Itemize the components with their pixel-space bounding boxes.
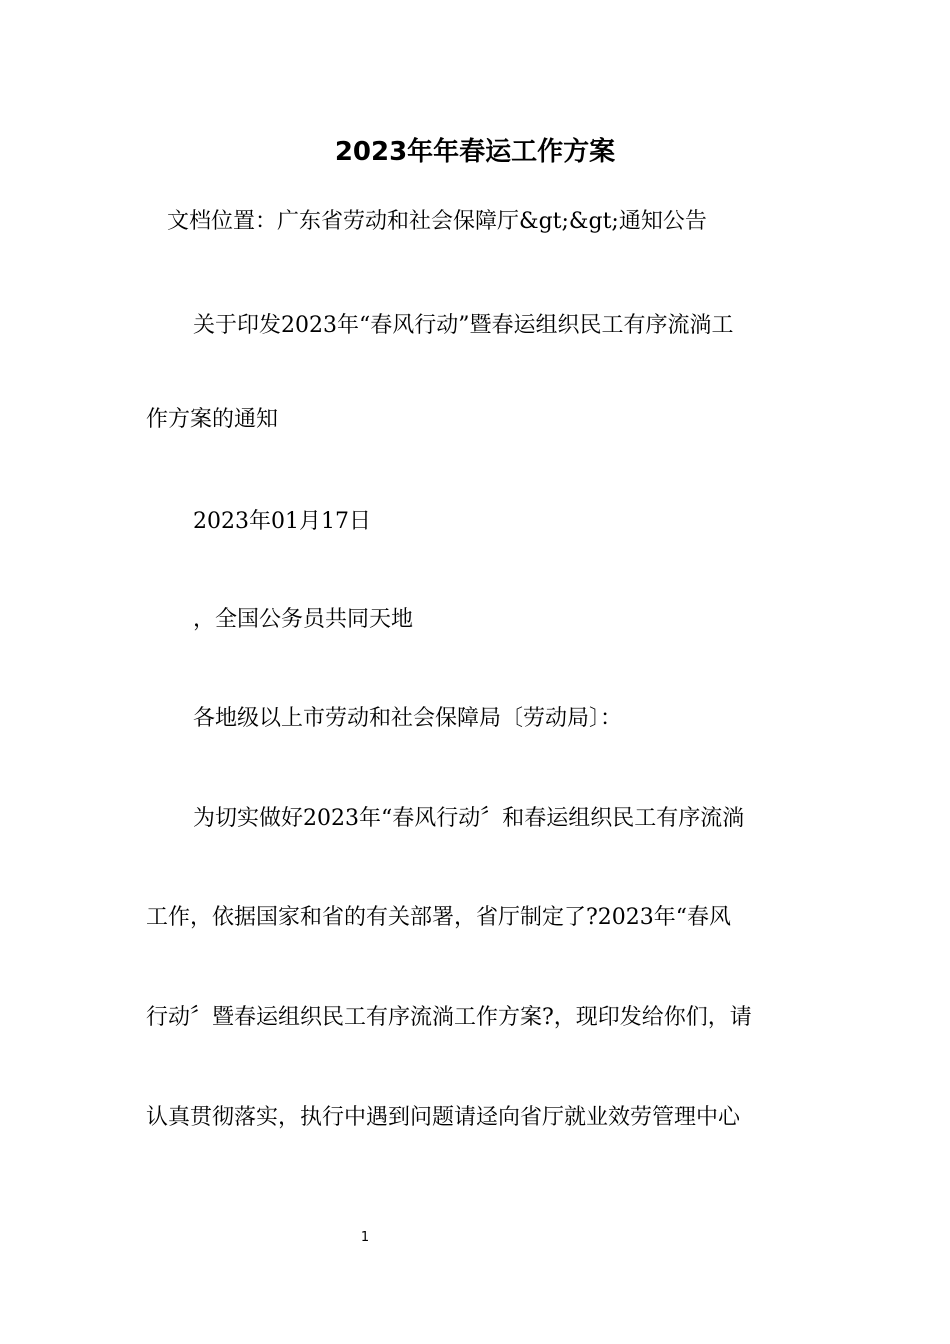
notice-heading-line-1: 关于印发2023年“春风行动”暨春运组织民工有序流淌工	[193, 313, 734, 338]
page-number: 1	[360, 1230, 370, 1245]
body-paragraph-line-2: 工作，依据国家和省的有关部署，省厅制定了?2023年“春风	[146, 905, 732, 930]
notice-date: 2023年01月17日	[193, 509, 371, 534]
addressee-line: 各地级以上市劳动和社会保障局〔劳动局〕：	[193, 706, 623, 731]
document-location-line: 文档位置：广东省劳动和社会保障厅&gt;&gt;通知公告	[167, 209, 707, 234]
source-line: ，全国公务员共同天地	[193, 607, 414, 632]
body-paragraph-line-4: 认真贯彻落实，执行中遇到问题请迳向省厅就业效劳管理中心	[146, 1105, 741, 1130]
notice-heading-line-2: 作方案的通知	[146, 407, 279, 432]
body-paragraph-line-1: 为切实做好2023年“春风行动〞和春运组织民工有序流淌	[193, 806, 745, 831]
body-paragraph-line-3: 行动〞暨春运组织民工有序流淌工作方案?，现印发给你们，请	[146, 1005, 752, 1030]
document-title: 2023年年春运工作方案	[334, 137, 616, 167]
